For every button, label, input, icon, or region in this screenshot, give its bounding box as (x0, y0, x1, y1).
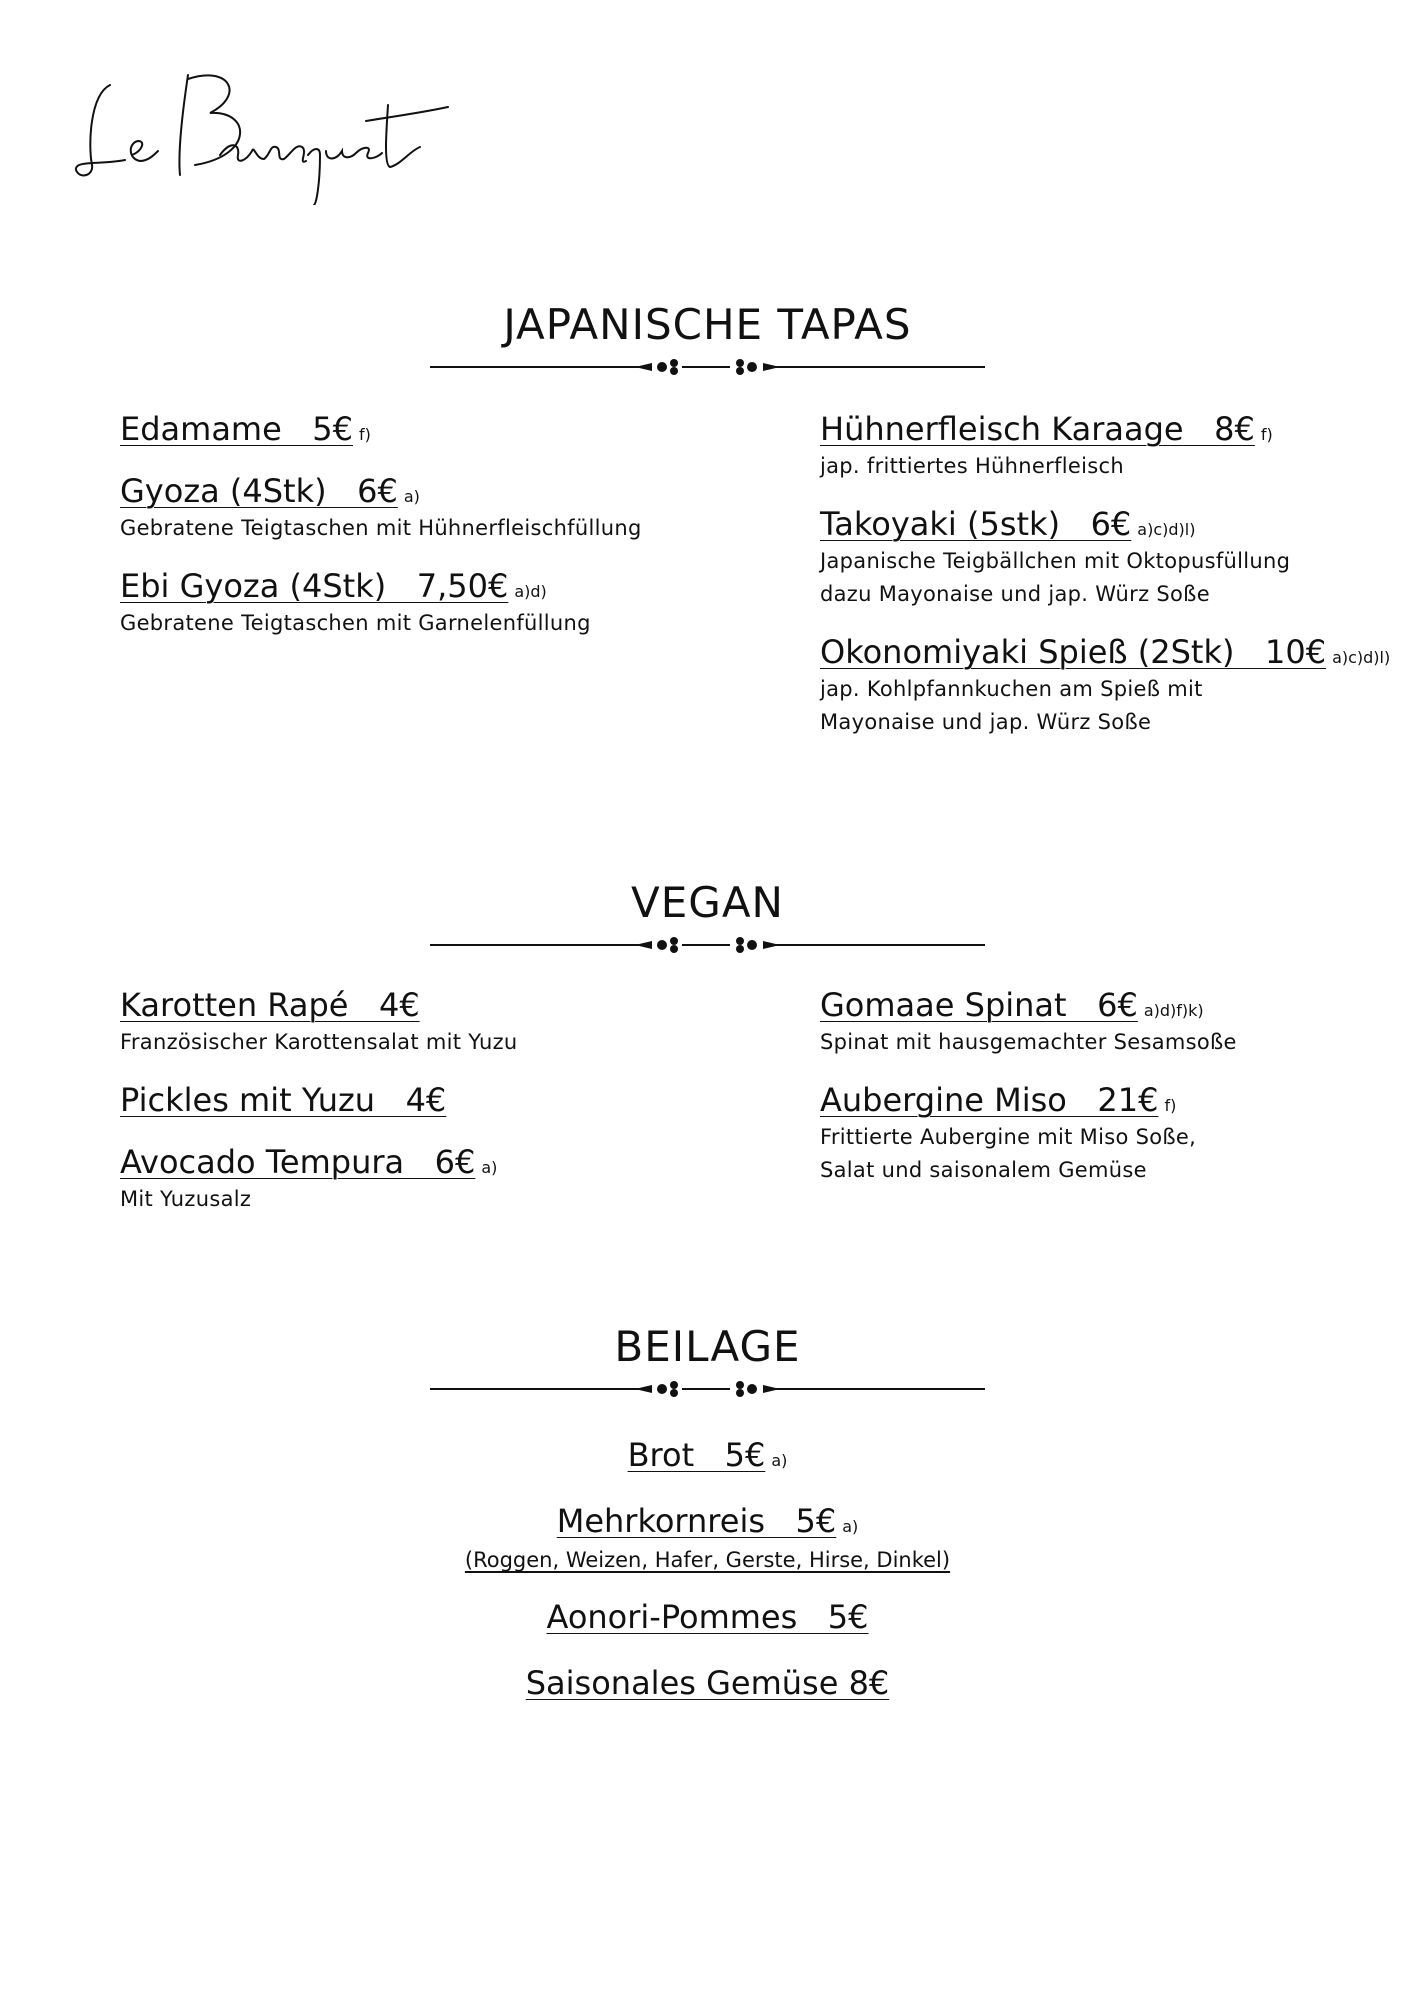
item-name: Aonori-Pommes 5€ (546, 1598, 869, 1636)
section-title-vegan: VEGAN (631, 878, 784, 927)
item-name: Gyoza (4Stk) 6€ (120, 472, 398, 510)
allergen-codes: a)c)d)l) (1137, 520, 1196, 539)
menu-item (120, 1079, 518, 1121)
item-description: Gebratene Teigtaschen mit Garnelenfüllung (120, 611, 591, 635)
item-name: Aubergine Miso 21€ (820, 1081, 1159, 1119)
beilage-list (0, 1434, 1415, 1728)
menu-item (820, 631, 1390, 739)
menu-item (0, 1500, 1415, 1578)
item-description: jap. frittiertes Hühnerfleisch (820, 454, 1124, 478)
section-title-tapas: JAPANISCHE TAPAS (503, 300, 912, 349)
menu-item (120, 984, 518, 1059)
item-name: Okonomiyaki Spieß (2Stk) 10€ (820, 633, 1327, 671)
item-description: Französischer Karottensalat mit Yuzu (120, 1030, 518, 1054)
menu-item (820, 408, 1390, 483)
allergen-codes: a) (481, 1158, 498, 1177)
allergen-codes: a)d) (514, 582, 547, 601)
allergen-codes: f) (1164, 1096, 1177, 1115)
item-name: Mehrkornreis 5€ (556, 1502, 837, 1540)
restaurant-logo (70, 55, 450, 205)
item-name: Karotten Rapé 4€ (120, 986, 420, 1024)
vegan-right-column (820, 984, 1237, 1207)
allergen-codes: f) (1260, 425, 1273, 444)
allergen-codes: f) (359, 425, 371, 444)
menu-item (820, 1079, 1237, 1187)
item-name: Pickles mit Yuzu 4€ (120, 1081, 447, 1119)
allergen-codes: a)c)d)l) (1332, 648, 1391, 667)
section-title-beilage: BEILAGE (614, 1322, 801, 1371)
item-name: Saisonales Gemüse 8€ (525, 1664, 890, 1702)
allergen-codes: a) (771, 1451, 788, 1470)
allergen-codes: a) (842, 1517, 859, 1536)
item-description: Spinat mit hausgemachter Sesamsoße (820, 1030, 1237, 1054)
menu-item (120, 470, 642, 545)
vegan-left-column (120, 984, 518, 1236)
item-name: Edamame 5€ (120, 410, 354, 448)
item-name: Gomaae Spinat 6€ (820, 986, 1138, 1024)
item-name: Hühnerfleisch Karaage 8€ (820, 410, 1255, 448)
ornament-divider (430, 933, 985, 957)
menu-item (120, 565, 642, 640)
ornament-divider (430, 355, 985, 379)
item-description: Mayonaise und jap. Würz Soße (820, 710, 1152, 734)
item-description: Salat und saisonalem Gemüse (820, 1158, 1147, 1182)
item-description: Japanische Teigbällchen mit Oktopusfüllung (820, 549, 1291, 573)
item-name: Ebi Gyoza (4Stk) 7,50€ (120, 567, 509, 605)
item-name: Takoyaki (5stk) 6€ (820, 505, 1132, 543)
item-description: jap. Kohlpfannkuchen am Spieß mit (820, 677, 1203, 701)
menu-item (0, 1434, 1415, 1476)
menu-item (820, 503, 1390, 611)
item-description: Mit Yuzusalz (120, 1187, 252, 1211)
menu-item (0, 1662, 1415, 1704)
menu-item (0, 1596, 1415, 1638)
menu-item (820, 984, 1237, 1059)
item-name: Avocado Tempura 6€ (120, 1143, 476, 1181)
menu-item (120, 408, 642, 450)
tapas-left-column (120, 408, 642, 660)
ornament-divider (430, 1377, 985, 1401)
menu-item (120, 1141, 518, 1216)
item-name: Brot 5€ (627, 1436, 766, 1474)
item-description: Frittierte Aubergine mit Miso Soße, (820, 1125, 1197, 1149)
item-ingredients: (Roggen, Weizen, Hafer, Gerste, Hirse, Dinkel) (464, 1548, 951, 1572)
item-description: Gebratene Teigtaschen mit Hühnerfleischfüllung (120, 516, 642, 540)
tapas-right-column (820, 408, 1390, 759)
allergen-codes: a)d)f)k) (1143, 1001, 1204, 1020)
allergen-codes: a) (403, 487, 420, 506)
item-description: dazu Mayonaise und jap. Würz Soße (820, 582, 1210, 606)
